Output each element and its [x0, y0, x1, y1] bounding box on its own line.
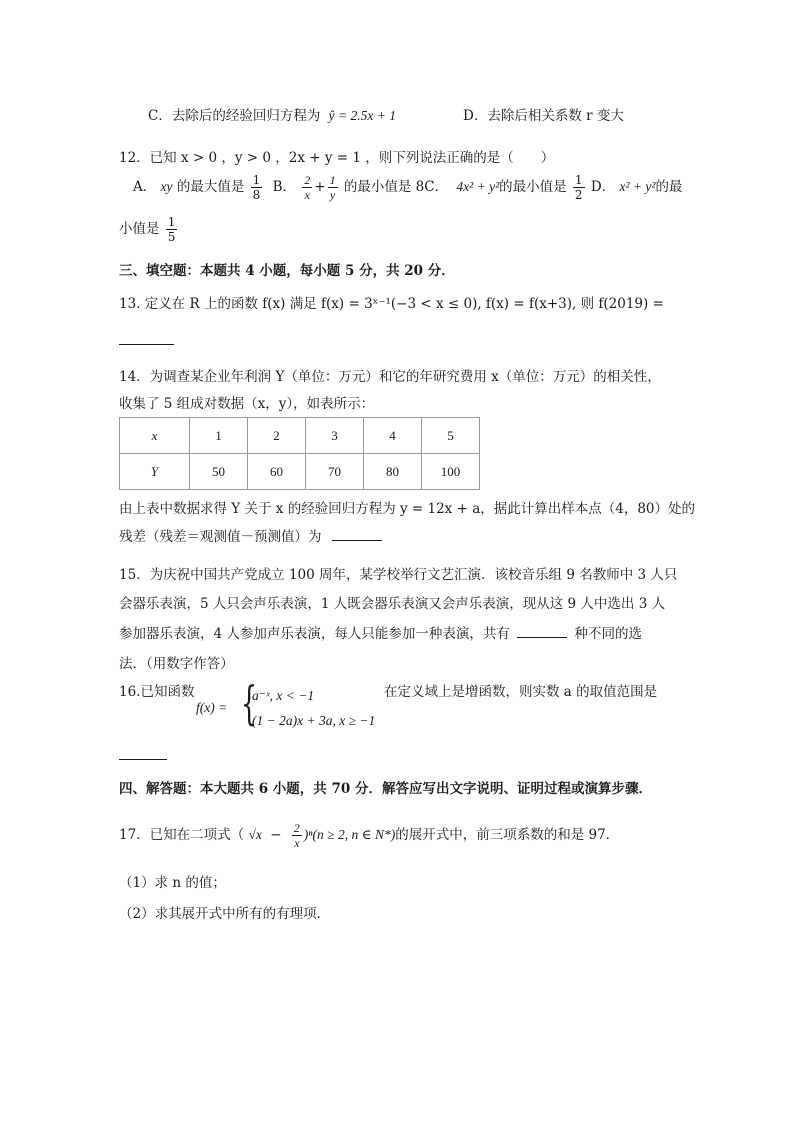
q12-option-d-label: D．: [590, 179, 616, 195]
q17-tail: 的展开式中，前三项系数的和是 97．: [395, 827, 620, 843]
q17-sqrt-x: √x: [248, 827, 262, 842]
q16-fx: f(x) =: [196, 700, 228, 715]
q11-option-d: D．去除后相关系数 r 变大: [463, 108, 624, 124]
table-row: [120, 418, 480, 454]
table-cell: 3: [306, 418, 364, 454]
q12-option-d-text: 的最: [655, 179, 683, 195]
section-4-heading: 四、解答题：本大题共 6 小题，共 70 分．解答应写出文字说明、证明过程或演算步骤．: [119, 781, 652, 797]
q11-option-c-formula: ŷ = 2.5x + 1: [328, 108, 396, 123]
q14-data-table: [119, 417, 480, 490]
q15-line1: 15．为庆祝中国共产党成立 100 周年，某学校举行文艺汇演．该校音乐组 9 名教师中 3 人只: [119, 567, 678, 583]
q12-option-b-frac2-den: y: [329, 188, 336, 202]
table-cell: 1: [190, 418, 248, 454]
table-cell: 70: [306, 454, 364, 490]
q17-exponent: )ⁿ(n ≥ 2, n ∈ N*): [303, 827, 396, 842]
q17-fraction: [292, 822, 302, 849]
q13-answer-blank: [119, 328, 174, 345]
q16-answer-blank: [119, 745, 167, 760]
q12-option-c-fraction: [573, 174, 585, 201]
q12-stem: 12．已知 x > 0 ，y > 0 ，2x + y = 1 ，则下列说法正确的是（ ）: [119, 150, 555, 166]
q17-frac-num: 2: [293, 821, 300, 835]
q12-option-b-frac2: [328, 174, 338, 201]
q14-line3: 由上表中数据求得 Y 关于 x 的经验回归方程为 y = 12x + a，据此计算出样本点（4，80）处的: [119, 501, 696, 517]
q12-option-a-den: 8: [252, 188, 261, 202]
table-cell: 50: [190, 454, 248, 490]
q14-line1: 14．为调查某企业年利润 Y（单位：万元）和它的年研究费用 x（单位：万元）的相关性，: [119, 369, 661, 385]
q14-line2: 收集了 5 组成对数据（x，y），如表所示：: [119, 396, 375, 412]
q12-option-a-label: A．: [133, 179, 157, 195]
q17-frac-den: x: [294, 836, 300, 850]
q17-sub1: （1）求 n 的值；: [119, 875, 226, 891]
q12-option-b-frac1: [302, 174, 312, 201]
q15-line3: [119, 622, 642, 642]
q16-tail: 在定义域上是增函数，则实数 a 的取值范围是: [384, 684, 658, 700]
q12-option-c-den: 2: [574, 188, 583, 202]
q12-option-a-expr: xy: [160, 179, 173, 194]
q12-option-a-text: 的最大值是: [176, 179, 245, 195]
q14-answer-blank: [332, 526, 382, 541]
q17-lead: 17．已知在二项式（: [119, 827, 245, 843]
section-3-heading: 三、填空题：本题共 4 小题，每小题 5 分，共 20 分．: [119, 263, 455, 279]
q16-brace: {: [241, 676, 258, 730]
q12-option-b-plus: +: [314, 179, 326, 195]
q12-options-line: [133, 174, 682, 201]
q12-option-c-text: 的最小值是: [499, 179, 567, 195]
q12-option-d-continued: [119, 216, 179, 243]
q12-option-d-expr: x² + y²: [619, 179, 656, 194]
table-cell: 60: [248, 454, 306, 490]
q11-option-c: [148, 104, 396, 124]
q12-option-d-fraction: [166, 216, 178, 243]
q12-option-d-den: 5: [167, 230, 176, 244]
q15-line4: 法．（用数字作答）: [119, 656, 234, 672]
q17-minus: −: [270, 827, 282, 843]
q14-line4: [119, 525, 382, 545]
q12-option-b-text: 的最小值是 8: [343, 179, 425, 195]
q15-line3-text-a: 参加器乐表演，4 人参加声乐表演，每人只能参加一种表演，共有: [119, 626, 510, 642]
table-cell: 2: [248, 418, 306, 454]
q12-option-c-label: C．: [424, 179, 449, 195]
q15-answer-blank: [517, 623, 567, 638]
q17-sub2: （2）求其展开式中所有的有理项．: [119, 906, 331, 922]
q15-line3-text-b: 种不同的选: [574, 626, 642, 642]
q15-line2: 会器乐表演，5 人只会声乐表演，1 人既会器乐表演又会声乐表演，现从这 9 人中选出 3 人: [119, 596, 666, 612]
q12-option-c-expr: 4x² + y²: [456, 179, 500, 194]
q16-case2: (1 − 2a)x + 3a, x ≥ −1: [252, 713, 376, 728]
table-cell: 100: [422, 454, 480, 490]
q12-option-d-cont: 小值是: [119, 221, 160, 237]
q16-case1: a⁻ˣ, x < −1: [252, 688, 315, 703]
q17-stem: [119, 822, 619, 849]
q12-option-c-num: 1: [574, 173, 583, 187]
q12-option-a-num: 1: [252, 173, 261, 187]
q14-line4-text: 残差（残差＝观测值－预测值）为: [119, 529, 322, 545]
table-cell: 80: [364, 454, 422, 490]
table-cell: Y: [120, 454, 190, 490]
table-cell: x: [120, 418, 190, 454]
q12-option-d-num: 1: [167, 215, 176, 229]
q12-option-b-frac2-num: 1: [329, 173, 336, 187]
q16-lead: 16.已知函数: [119, 684, 195, 700]
q12-option-b-frac1-num: 2: [304, 173, 311, 187]
q12-option-b-label: B．: [272, 179, 296, 195]
table-cell: 4: [364, 418, 422, 454]
q12-option-b-frac1-den: x: [304, 188, 310, 202]
q13-text: 13. 定义在 R 上的函数 f(x) 满足 f(x) = 3ˣ⁻¹(−3 < x ≤ 0), f(x) = f(x+3), 则 f(2019) =: [119, 296, 664, 312]
table-cell: 5: [422, 418, 480, 454]
table-row: [120, 454, 480, 490]
q11-option-c-text: C．去除后的经验回归方程为: [148, 108, 321, 124]
q12-option-a-fraction: [251, 174, 263, 201]
